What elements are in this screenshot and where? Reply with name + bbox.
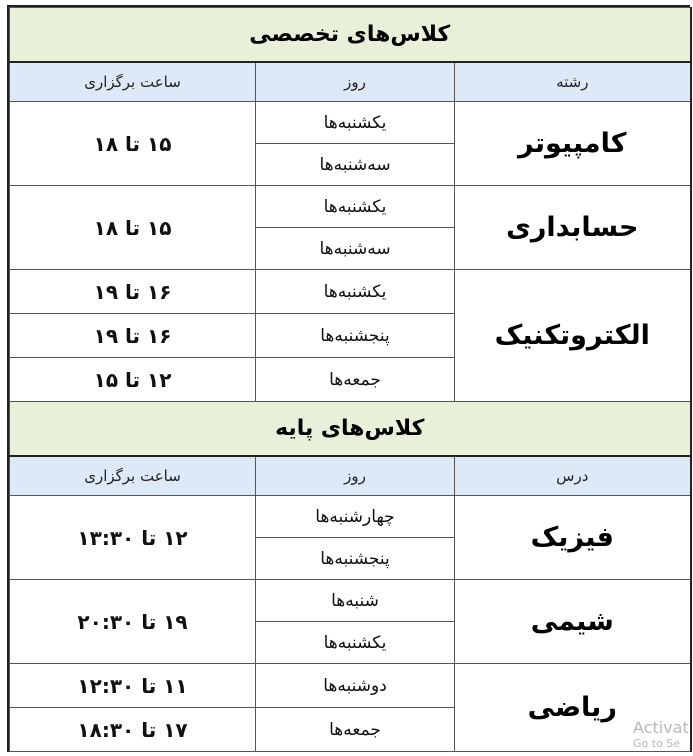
section-row-specialized (10, 8, 691, 62)
table-row (10, 664, 691, 708)
day-cell: جمعه‌ها (256, 708, 455, 752)
day-cell: جمعه‌ها (256, 358, 455, 402)
day-cell: شنبه‌ها (256, 580, 455, 622)
time-cell: ۱۷ تا ۱۸:۳۰ (10, 708, 256, 752)
subject-cell: حسابداری (455, 186, 691, 270)
watermark-line-2: Go to Se (633, 736, 681, 750)
day-cell: یکشنبه‌ها (256, 186, 455, 228)
time-cell: ۱۱ تا ۱۲:۳۰ (10, 664, 256, 708)
day-cell: یکشنبه‌ها (256, 622, 455, 664)
day-cell: یکشنبه‌ها (256, 270, 455, 314)
subject-cell: شیمی (455, 580, 691, 664)
time-cell: ۱۲ تا ۱۵ (10, 358, 256, 402)
subject-cell: فیزیک (455, 496, 691, 580)
day-cell: پنجشنبه‌ها (256, 314, 455, 358)
day-cell: یکشنبه‌ها (256, 102, 455, 144)
time-cell: ۱۹ تا ۲۰:۳۰ (10, 580, 256, 664)
header-time: ساعت برگزاری (10, 456, 256, 496)
day-cell: سه‌شنبه‌ها (256, 144, 455, 186)
subject-cell: الکتروتکنیک (455, 270, 691, 402)
subject-cell: ریاضی (455, 664, 691, 752)
header-field: رشته (455, 62, 691, 102)
section-title-basic: کلاس‌های پایه (10, 402, 691, 456)
section-row-basic (10, 402, 691, 456)
schedule-sheet (7, 5, 690, 752)
day-cell: پنجشنبه‌ها (256, 538, 455, 580)
time-cell: ۱۶ تا ۱۹ (10, 270, 256, 314)
day-cell: سه‌شنبه‌ها (256, 228, 455, 270)
header-day: روز (256, 62, 455, 102)
header-time: ساعت برگزاری (10, 62, 256, 102)
table-row (10, 270, 691, 314)
time-cell: ۱۲ تا ۱۳:۳۰ (10, 496, 256, 580)
table-row (10, 580, 691, 622)
day-cell: دوشنبه‌ها (256, 664, 455, 708)
header-row-specialized (10, 62, 691, 102)
time-cell: ۱۶ تا ۱۹ (10, 314, 256, 358)
table-row (10, 496, 691, 538)
header-field: درس (455, 456, 691, 496)
subject-cell: کامپیوتر (455, 102, 691, 186)
table-row (10, 102, 691, 144)
day-cell: چهارشنبه‌ها (256, 496, 455, 538)
table-row (10, 186, 691, 228)
time-cell: ۱۵ تا ۱۸ (10, 186, 256, 270)
header-row-basic (10, 456, 691, 496)
section-title-specialized: کلاس‌های تخصصی (10, 8, 691, 62)
schedule-table (9, 7, 692, 752)
header-day: روز (256, 456, 455, 496)
time-cell: ۱۵ تا ۱۸ (10, 102, 256, 186)
watermark-line-1: Activat (633, 717, 689, 737)
